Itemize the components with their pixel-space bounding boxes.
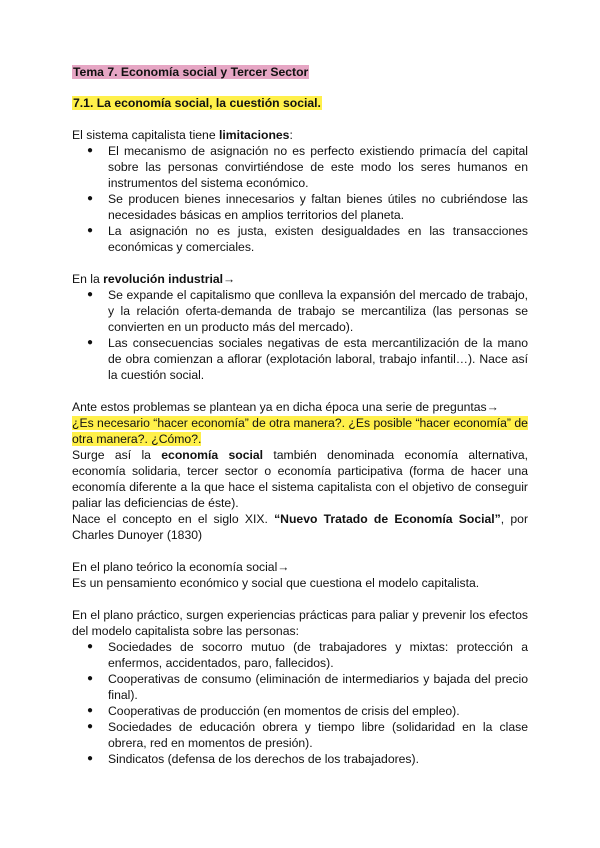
bullet-icon: ● <box>87 337 94 348</box>
bullet-icon: ● <box>87 289 94 300</box>
highlight-questions-a: ¿Es necesario “hacer economía” de otra manera?. ¿Es posible “hacer economía” de <box>72 416 528 430</box>
paragraph-preguntas: Ante estos problemas se plantean ya en dicha época una serie de preguntas→ <box>72 400 499 414</box>
list-revolucion <box>72 287 528 383</box>
list-item: ● La asignación no es justa, existen desigualdades en las transacciones económicas y comerciales. <box>87 224 528 254</box>
list-item: ● Cooperativas de consumo (eliminación de intermediarios y bajada del precio final). <box>87 672 528 702</box>
bullet-icon: ● <box>87 721 94 732</box>
list-item: ● Se expande el capitalismo que conlleva la expansión del mercado de trabajo, y la relación oferta-demanda de trabajo se mercantiliza (las personas se convierten en un producto más del mercado). <box>87 288 528 334</box>
p2-bold: revolución industrial <box>103 272 224 286</box>
bullet-icon: ● <box>87 193 94 204</box>
paragraph-plano-practico: En el plano práctico, surgen experiencias prácticas para paliar y prevenir los efectos del modelo capitalista sobre las personas: <box>72 608 528 638</box>
p2-text: En la <box>72 272 104 286</box>
p1-bold: limitaciones <box>219 128 290 142</box>
title-line <box>72 64 528 80</box>
list-item: ● El mecanismo de asignación no es perfecto existiendo primacía del capital sobre las personas convirtiéndose de este modo los seres humanos en instrumentos del sistema económico. <box>87 144 528 190</box>
p1-text: El sistema capitalista tiene <box>72 128 219 142</box>
bullet-icon: ● <box>87 705 94 716</box>
subtitle-line <box>72 95 528 111</box>
paragraph-plano-teorico: En el plano teórico la economía social→ <box>72 560 290 574</box>
paragraph-revolucion <box>72 271 528 287</box>
paragraph-pensamiento: Es un pensamiento económico y social que cuestiona el modelo capitalista. <box>72 576 480 590</box>
bullet-icon: ● <box>87 145 94 156</box>
list-item: ● Cooperativas de producción (en momentos de crisis del empleo). <box>87 704 460 718</box>
paragraph-concepto: Nace el concepto en el siglo XIX. “Nuevo Tratado de Economía Social”, por Charles Dunoyer (1830) <box>72 512 529 542</box>
section-subtitle: 7.1. La economía social, la cuestión social. <box>73 96 321 110</box>
list-item: ● Se producen bienes innecesarios y faltan bienes útiles no cubriéndose las necesidades básicas en amplios territorios del planeta. <box>87 192 528 222</box>
list-item: ● Las consecuencias sociales negativas de esta mercantilización de la mano de obra comienzan a aflorar (explotación laboral, trabajo infantil…). Nace así la cuestión social. <box>87 336 528 382</box>
bullet-icon: ● <box>87 673 94 684</box>
document-page <box>72 64 528 767</box>
bullet-icon: ● <box>87 641 94 652</box>
list-experiencias <box>72 639 528 767</box>
highlight-questions-b: otra manera?. ¿Cómo?. <box>72 432 202 446</box>
list-item: ● Sociedades de socorro mutuo (de trabajadores y mixtas: protección a enfermos, accidentados, paro, fallecidos). <box>87 640 528 670</box>
list-item: ● Sociedades de educación obrera y tiempo libre (solidaridad en la clase obrera, red en momentos de presión). <box>87 720 528 750</box>
document-title: Tema 7. Economía social y Tercer Sector <box>73 65 309 79</box>
bullet-icon: ● <box>87 753 94 764</box>
list-item: ● Sindicatos (defensa de los derechos de los trabajadores). <box>87 752 419 766</box>
p1-after: : <box>289 128 293 142</box>
paragraph-limitaciones <box>72 127 528 143</box>
paragraph-economia-social: Surge así la economía social también denominada economía alternativa, economía solidaria, tercer sector o economía participativa (forma de hacer una economía diferente a la que hace el sistema capitalista con el objetivo de conseguir paliar las deficiencias de éste). <box>72 448 528 510</box>
bullet-icon: ● <box>87 225 94 236</box>
list-limitaciones <box>72 143 528 255</box>
p2-after: → <box>223 272 236 286</box>
